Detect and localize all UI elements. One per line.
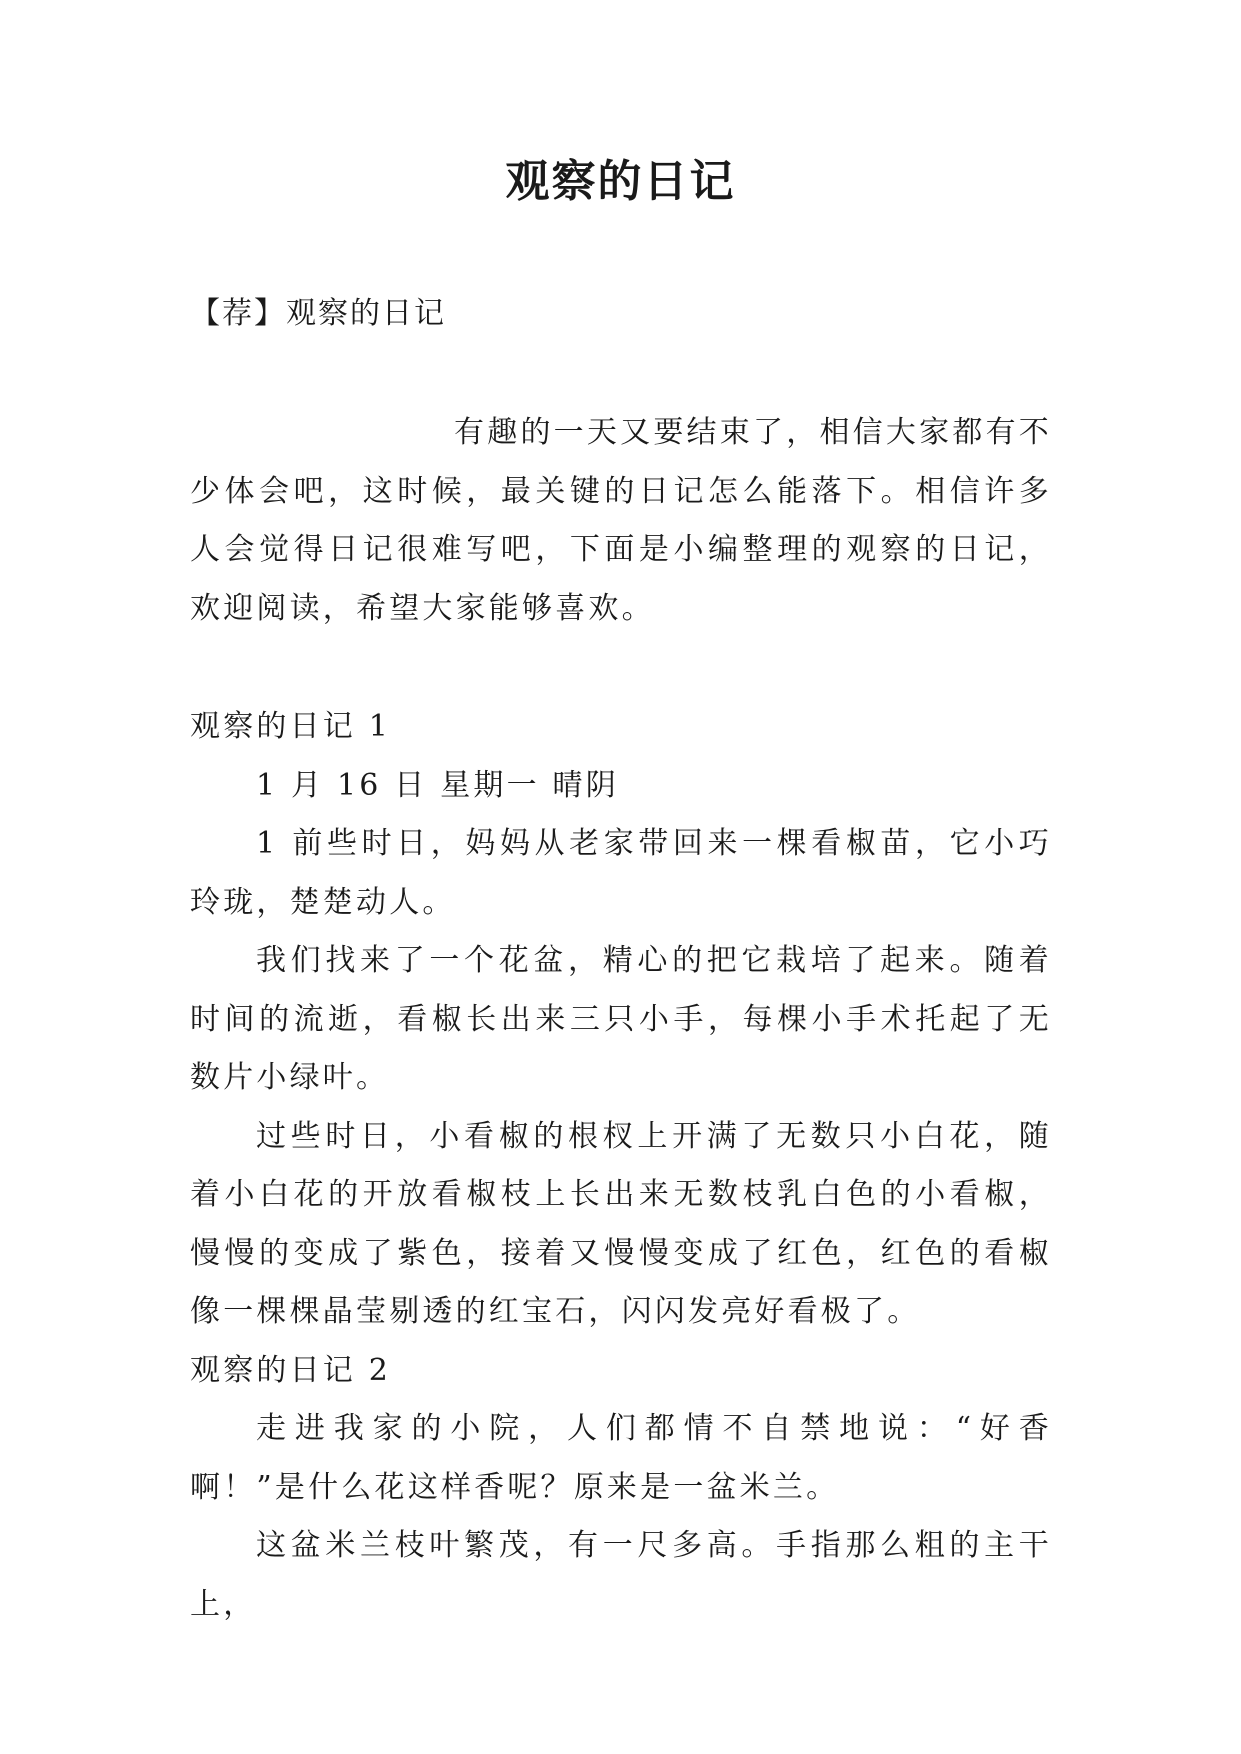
document-title: 观察的日记 xyxy=(505,156,736,207)
entry-paragraph: 1 月 16 日 星期一 晴阴 xyxy=(256,767,619,803)
entry-heading: 观察的日记 1 xyxy=(190,709,392,744)
entry-paragraph: 我们找来了一个花盆，精心的把它栽培了起来。随着时间的流逝，看椒长出来三只小手，每棵小手术托起了无数片小绿叶。 xyxy=(190,943,1052,1095)
entry-paragraph: 这盆米兰枝叶繁茂，有一尺多高。手指那么粗的主干上， xyxy=(190,1528,1052,1622)
entry-paragraph: 过些时日，小看椒的根杈上开满了无数只小白花，随着小白花的开放看椒枝上长出来无数枝乳白色的小看椒，慢慢的变成了紫色，接着又慢慢变成了红色，红色的看椒像一棵棵晶莹剔透的红宝石，闪闪发亮好看极了。 xyxy=(190,1118,1052,1329)
diary-entries xyxy=(190,698,1052,1634)
document-subtitle: 【荐】观察的日记 xyxy=(190,296,446,331)
intro-paragraph: 有趣的一天又要结束了，相信大家都有不少体会吧，这时候，最关键的日记怎么能落下。相信许多人会觉得日记很难写吧，下面是小编整理的观察的日记，欢迎阅读，希望大家能够喜欢。 xyxy=(190,415,1052,626)
entry-paragraph: 走进我家的小院，人们都情不自禁地说：“好香啊！”是什么花这样香呢？原来是一盆米兰。 xyxy=(190,1411,1052,1505)
entry-paragraph: 1 前些时日，妈妈从老家带回来一棵看椒苗，它小巧玲珑，楚楚动人。 xyxy=(190,826,1052,920)
entry-heading: 观察的日记 2 xyxy=(190,1352,392,1388)
intro-section xyxy=(190,404,1052,638)
